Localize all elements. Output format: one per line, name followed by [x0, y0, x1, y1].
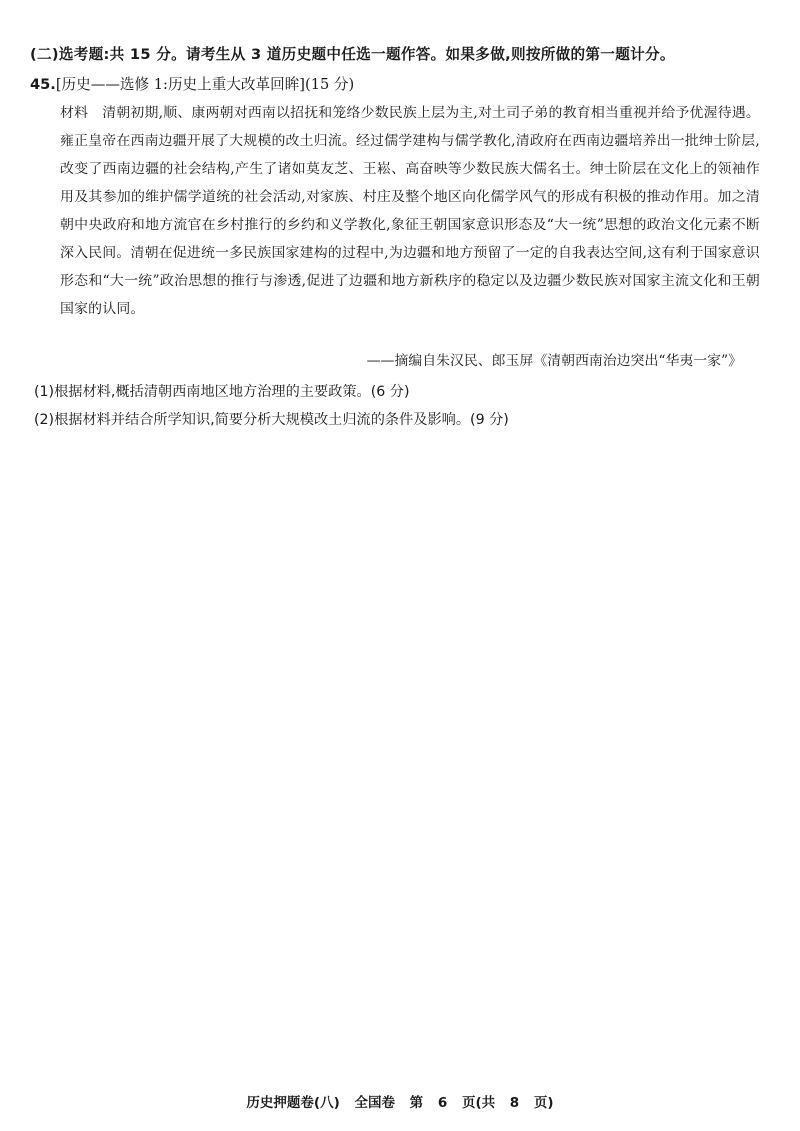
page-footer: 历史押题卷(八) 全国卷 第 6 页(共 8 页) [246, 1095, 554, 1111]
material-source: ——摘编自朱汉民、郎玉屏《清朝西南治边突出“华夷一家”》 [366, 353, 742, 369]
sub-question-2: (2)根据材料并结合所学知识,简要分析大规模改土归流的条件及影响。(9 分) [34, 412, 509, 428]
sub-question-1: (1)根据材料,概括清朝西南地区地方治理的主要政策。(6 分) [34, 384, 410, 400]
question-number: 45. [30, 76, 56, 93]
material-label: 材料 [60, 105, 89, 121]
question-title: [历史——选修 1:历史上重大改革回眸](15 分) [55, 76, 355, 93]
material-text: 清朝初期,顺、康两朝对西南以招抚和笼络少数民族上层为主,对土司子弟的教育相当重视并给予优渥待遇。雍正皇帝在西南边疆开展了大规模的改土归流。经过儒学建构与儒学教化,清政府在西南边疆培养出一批绅士阶层,改变了西南边疆的社会结构,产生了诸如莫友芝、王崧、高奋映等少数民族大儒名士。绅士阶层在文化上的领袖作用及其参加的维护儒学道统的社会活动,对家族、村庄及整个地区向化儒学风气的形成有积极的推动作用。加之清朝中央政府和地方流官在乡村推行的乡约和义学教化,象征王朝国家意识形态及“大一统”思想的政治文化元素不断深入民间。清朝在促进统一多民族国家建构的过程中,为边疆和地方预留了一定的自我表达空间,这有利于国家意识形态和“大一统”政治思想的推行与渗透,促进了边疆和地方新秩序的稳定以及边疆少数民族对国家主流文化和王朝国家的认同。 [60, 105, 760, 317]
question-header [30, 73, 354, 94]
section-heading: (二)选考题:共 15 分。请考生从 3 道历史题中任选一题作答。如果多做,则按所做的第一题计分。 [30, 46, 675, 63]
material-paragraph [60, 99, 760, 323]
